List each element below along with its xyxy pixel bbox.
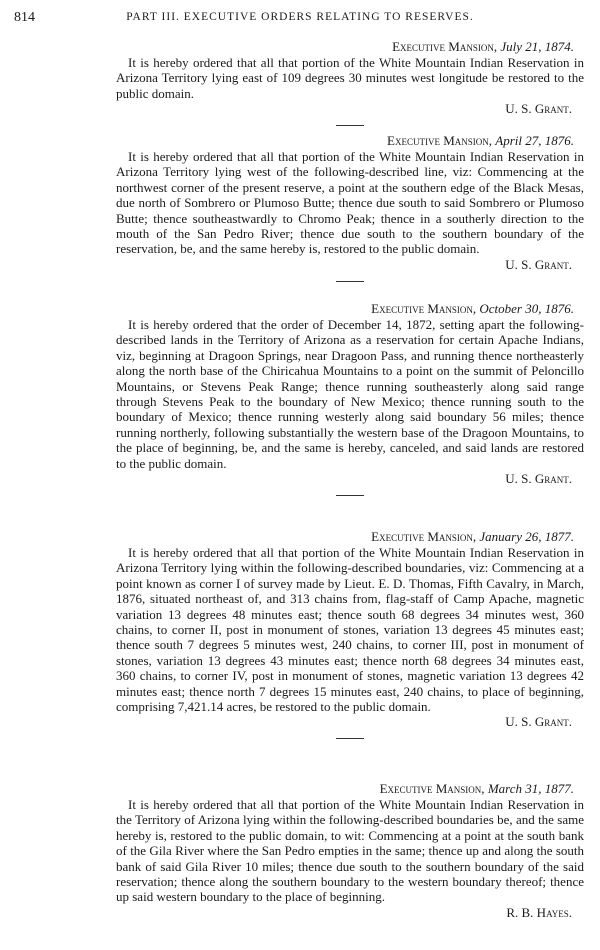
separator-rule [336, 738, 364, 739]
executive-order-2 [116, 132, 584, 284]
dateline-date: January 26, 1877. [479, 529, 574, 544]
dateline-place: Executive Mansion, [392, 39, 498, 54]
signature: U. S. Grant. [505, 101, 572, 117]
dateline [116, 38, 584, 55]
dateline-place: Executive Mansion, [387, 133, 493, 148]
dateline-date: April 27, 1876. [495, 133, 574, 148]
executive-order-5 [116, 780, 584, 921]
running-head: PART III. EXECUTIVE ORDERS RELATING TO RESERVES. [126, 11, 474, 23]
order-text: It is hereby ordered that the order of December 14, 1872, setting apart the following-described lands in the Territory of Arizona as a reservation for certain Apache Indians, viz, beginning at Dragoon Springs, near Dragoon Pass, and running thence northeasterly along the north base of the Chiricahua Mountains to a point on the summit of Peloncillo Mountains, or Stevens Peak Range; thence running southeasterly along said range through Stevens Peak to the boundary of New Mexico; thence running south to the boundary of Mexico; thence running westerly along said boundary 56 miles; thence running northerly, following substantially the western base of the Dragoon Mountains, to the place of beginning, be, and the same is hereby, canceled, and said lands are restored to the public domain. [116, 317, 584, 471]
dateline [116, 132, 584, 149]
order-text: It is hereby ordered that all that portion of the White Mountain Indian Reservation in Arizona Territory lying east of 109 degrees 30 minutes west longitude be restored to the public domain. [116, 55, 584, 101]
signature: R. B. Hayes. [506, 904, 572, 920]
executive-order-4 [116, 528, 584, 741]
signature: U. S. Grant. [505, 714, 572, 730]
dateline [116, 780, 584, 797]
signature: U. S. Grant. [505, 256, 572, 272]
dateline-date: March 31, 1877. [487, 781, 574, 796]
page-header [14, 10, 586, 28]
separator-rule [336, 495, 364, 496]
page-number: 814 [14, 10, 35, 25]
dateline-date: October 30, 1876. [479, 301, 574, 316]
order-text: It is hereby ordered that all that portion of the White Mountain Indian Reservation in the Territory of Arizona lying within the following-described boundaries be, and the same hereby is, restored to the public domain, to wit: Commencing at a point at the south bank of the Gila River where the San Pedro empties in the same; thence up and along the south bank of said Gila River 10 miles; thence due south to the southern boundary of the said reservation; thence along the southern boundary to the western boundary thereof; thence up said western boundary to the place of beginning. [116, 797, 584, 905]
separator-rule [336, 281, 364, 282]
executive-order-1 [116, 38, 584, 128]
signature: U. S. Grant. [505, 471, 572, 487]
dateline-place: Executive Mansion, [379, 781, 485, 796]
dateline [116, 300, 584, 317]
dateline-place: Executive Mansion, [371, 301, 477, 316]
order-text: It is hereby ordered that all that portion of the White Mountain Indian Reservation in Arizona Territory lying west of the following-described line, viz: Commencing at the northwest corner of the present reserve, a point at the southern edge of the Black Mesas, due north of Sombrero or Plumoso Butte; thence due south to said Sombrero or Plumoso Butte; thence southeastwardly to Chromo Peak; thence in a southerly direction to the mouth of the San Pedro River; thence due south to the southern boundary of the reservation, be, and the same hereby is, restored to the public domain. [116, 149, 584, 257]
separator-rule [336, 125, 364, 126]
dateline-date: July 21, 1874. [500, 39, 574, 54]
order-text: It is hereby ordered that all that portion of the White Mountain Indian Reservation in Arizona Territory lying within the following-described boundaries, viz: Commencing at a point known as corner I of survey made by Lieut. E. D. Thomas, Fifth Cavalry, in March, 1876, situated northeast of, and 313 chains from, flag-staff of Camp Apache, magnetic variation 13 degrees 48 minutes east; thence south 68 degrees 34 minutes west, 360 chains, to corner II, post in monument of stones, variation 13 degrees 45 minutes east; thence south 7 degrees 5 minutes west, 240 chains, to corner III, post in monument of stones, variation 13 degrees 43 minutes east; thence north 68 degrees 34 minutes east, 360 chains, to corner IV, post in monument of stones, magnetic variation 13 degrees 42 minutes east; thence north 7 degrees 15 minutes east, 240 chains, to place of beginning, comprising 7,421.14 acres, be restored to the public domain. [116, 545, 584, 715]
dateline [116, 528, 584, 545]
dateline-place: Executive Mansion, [371, 529, 477, 544]
executive-order-3 [116, 300, 584, 498]
